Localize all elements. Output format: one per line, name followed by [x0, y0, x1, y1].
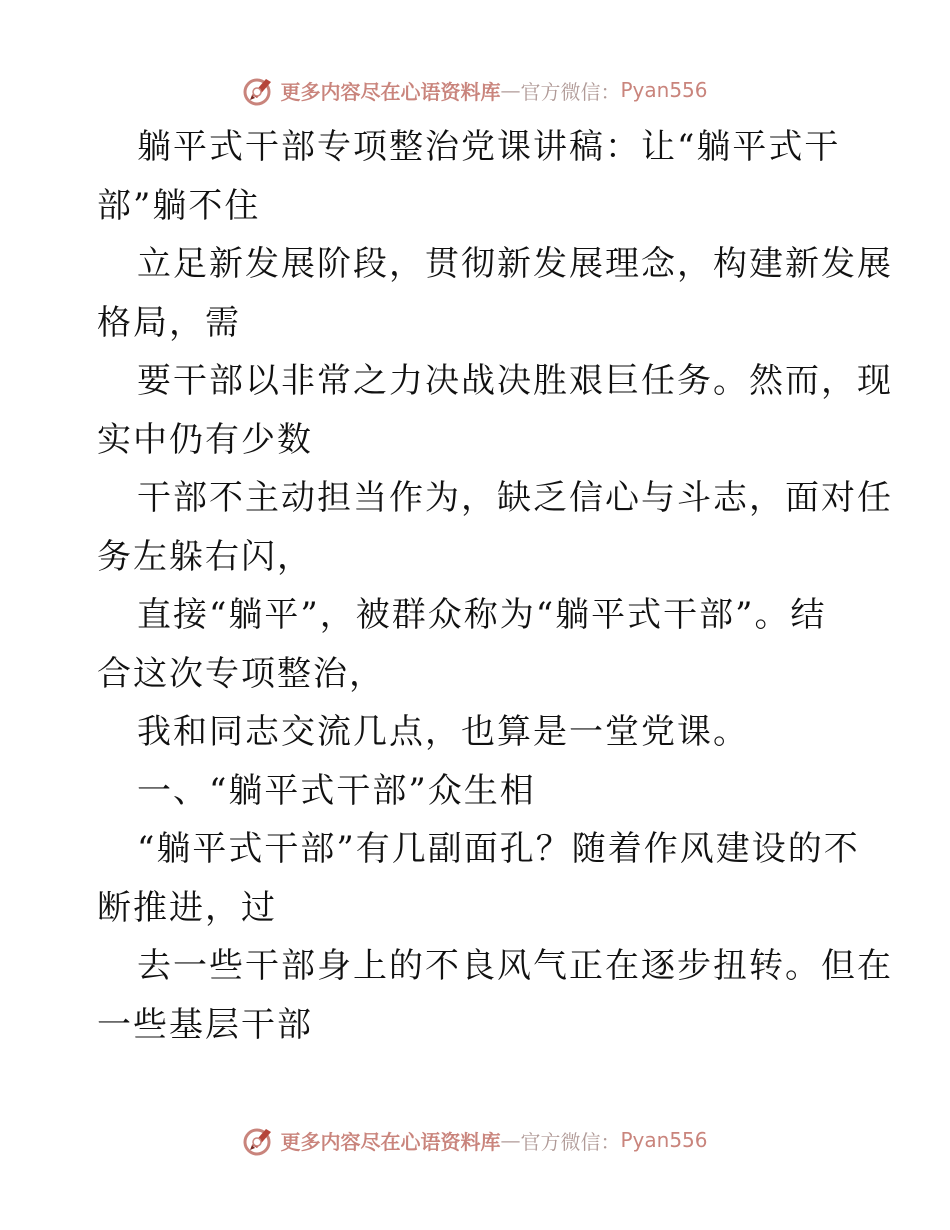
watermark-wechat-label: 官方微信： [520, 1129, 621, 1154]
text-line: 我和同志交流几点，也算是一堂党课。 [137, 712, 749, 752]
header-watermark [0, 70, 950, 110]
text-line: 实中仍有少数 [97, 419, 313, 460]
text-line: 要干部以非常之力决战决胜艰巨任务。然而，现 [137, 361, 893, 401]
text-line: 务左躲右闪， [97, 536, 313, 577]
watermark-brand-text: 更多内容尽在心语资料库 [280, 79, 501, 104]
text-line: 格局，需 [97, 302, 241, 343]
watermark-separator: — [500, 78, 521, 102]
pen-logo-icon [242, 73, 276, 107]
watermark-wechat-id: Pyan556 [620, 1128, 708, 1152]
section-heading: 一、“躺平式干部”众生相 [137, 770, 536, 811]
document-body [97, 118, 893, 1054]
text-line: 部”躺不住 [97, 185, 261, 226]
watermark-wechat-label: 官方微信： [520, 79, 621, 104]
text-line: 躺平式干部专项整治党课讲稿：让“躺平式干 [137, 127, 841, 167]
footer-watermark [0, 1120, 950, 1160]
text-line: 直接“躺平”，被群众称为“躺平式干部”。结 [137, 595, 827, 635]
text-line: 干部不主动担当作为，缺乏信心与斗志，面对任 [137, 478, 893, 518]
text-line: “躺平式干部”有几副面孔？随着作风建设的不 [137, 829, 860, 869]
pen-logo-icon [242, 1123, 276, 1157]
watermark-brand-text: 更多内容尽在心语资料库 [280, 1129, 501, 1154]
text-line: 合这次专项整治， [97, 653, 385, 694]
text-line: 立足新发展阶段，贯彻新发展理念，构建新发展 [137, 244, 893, 284]
watermark-wechat-id: Pyan556 [620, 78, 708, 102]
watermark-separator: — [500, 1128, 521, 1152]
text-line: 去一些干部身上的不良风气正在逐步扭转。但在 [137, 946, 893, 986]
text-line: 断推进，过 [97, 887, 277, 928]
text-line: 一些基层干部 [97, 1004, 313, 1045]
